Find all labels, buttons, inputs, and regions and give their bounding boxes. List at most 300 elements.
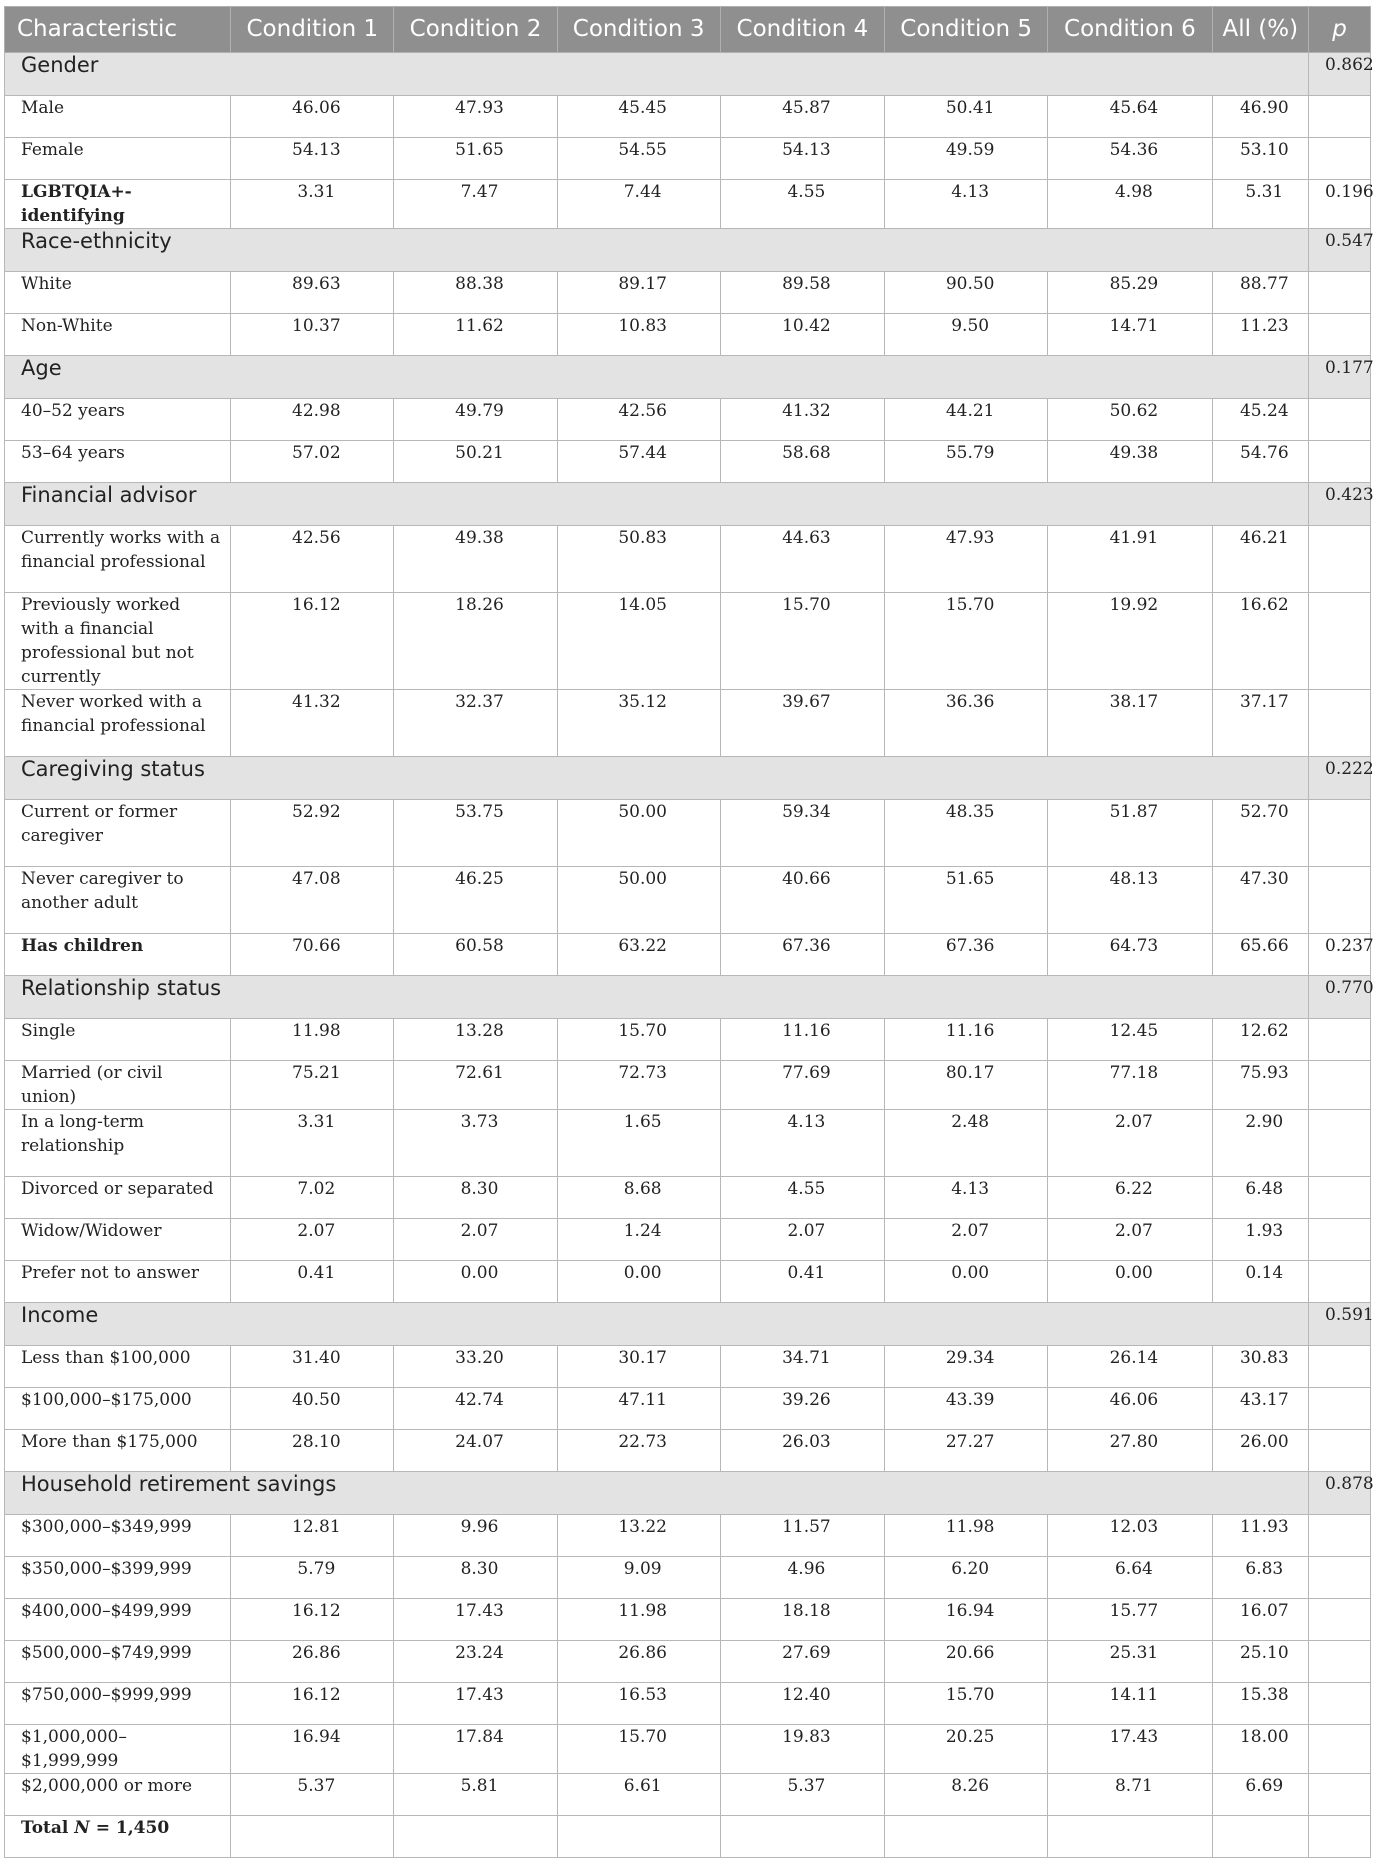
cell-all: 45.24 [1212, 399, 1308, 441]
row-label: Never caregiver to another adult [5, 867, 231, 934]
cell-condition-4: 2.07 [720, 1219, 884, 1261]
cell-condition-6: 12.03 [1048, 1515, 1212, 1557]
cell-p-value [1309, 1774, 1371, 1816]
cell-condition-2: 51.65 [394, 138, 557, 180]
empty-cell [1212, 1816, 1308, 1858]
total-prefix: Total [21, 1818, 75, 1838]
row-label: Has children [5, 934, 231, 976]
cell-condition-3: 11.98 [557, 1599, 720, 1641]
cell-condition-6: 12.45 [1048, 1019, 1212, 1061]
cell-condition-6: 46.06 [1048, 1388, 1212, 1430]
table-row [5, 1430, 1371, 1472]
cell-all: 26.00 [1212, 1430, 1308, 1472]
row-label: Married (or civil union) [5, 1061, 231, 1110]
cell-all: 16.07 [1212, 1599, 1308, 1641]
cell-condition-4: 18.18 [720, 1599, 884, 1641]
cell-condition-4: 15.70 [720, 593, 884, 690]
cell-condition-4: 4.13 [720, 1110, 884, 1177]
cell-condition-3: 50.00 [557, 867, 720, 934]
cell-condition-6: 19.92 [1048, 593, 1212, 690]
cell-condition-5: 67.36 [885, 934, 1048, 976]
cell-p-value [1309, 800, 1371, 867]
cell-condition-5: 36.36 [885, 690, 1048, 757]
table-row [5, 314, 1371, 356]
table-row [5, 1683, 1371, 1725]
cell-condition-5: 29.34 [885, 1346, 1048, 1388]
header-condition-6: Condition 6 [1048, 7, 1212, 53]
cell-all: 46.90 [1212, 96, 1308, 138]
cell-condition-5: 55.79 [885, 441, 1048, 483]
table-row [5, 180, 1371, 229]
section-label: Income [5, 1303, 1309, 1346]
cell-condition-4: 4.55 [720, 180, 884, 229]
cell-p-value [1309, 399, 1371, 441]
cell-p-value [1309, 272, 1371, 314]
cell-condition-1: 3.31 [231, 1110, 394, 1177]
cell-condition-4: 39.67 [720, 690, 884, 757]
cell-condition-3: 9.09 [557, 1557, 720, 1599]
cell-condition-2: 9.96 [394, 1515, 557, 1557]
cell-condition-3: 16.53 [557, 1683, 720, 1725]
table-row [5, 1388, 1371, 1430]
section-p-value: 0.222 [1309, 757, 1371, 800]
cell-p-value [1309, 441, 1371, 483]
cell-condition-6: 48.13 [1048, 867, 1212, 934]
cell-condition-2: 33.20 [394, 1346, 557, 1388]
cell-condition-5: 15.70 [885, 593, 1048, 690]
row-label: $400,000–$499,999 [5, 1599, 231, 1641]
table-row [5, 1641, 1371, 1683]
cell-all: 46.21 [1212, 526, 1308, 593]
row-label: Current or former caregiver [5, 800, 231, 867]
empty-cell [394, 1816, 557, 1858]
cell-condition-1: 26.86 [231, 1641, 394, 1683]
cell-condition-3: 15.70 [557, 1725, 720, 1774]
cell-condition-2: 17.84 [394, 1725, 557, 1774]
row-label: Previously worked with a financial professional but not currently [5, 593, 231, 690]
cell-condition-6: 6.22 [1048, 1177, 1212, 1219]
cell-p-value [1309, 593, 1371, 690]
section-row [5, 757, 1371, 800]
cell-p-value [1309, 1261, 1371, 1303]
cell-condition-2: 0.00 [394, 1261, 557, 1303]
cell-condition-6: 15.77 [1048, 1599, 1212, 1641]
empty-cell [885, 1816, 1048, 1858]
cell-condition-1: 0.41 [231, 1261, 394, 1303]
table-row [5, 1557, 1371, 1599]
total-row [5, 1816, 1371, 1858]
cell-condition-2: 13.28 [394, 1019, 557, 1061]
cell-condition-1: 16.12 [231, 1683, 394, 1725]
cell-all: 37.17 [1212, 690, 1308, 757]
cell-all: 54.76 [1212, 441, 1308, 483]
cell-all: 47.30 [1212, 867, 1308, 934]
table-row [5, 1061, 1371, 1110]
cell-condition-1: 7.02 [231, 1177, 394, 1219]
cell-condition-4: 59.34 [720, 800, 884, 867]
row-label: More than $175,000 [5, 1430, 231, 1472]
table-row [5, 1599, 1371, 1641]
section-p-value: 0.862 [1309, 53, 1371, 96]
cell-all: 11.93 [1212, 1515, 1308, 1557]
cell-condition-5: 2.48 [885, 1110, 1048, 1177]
header-p: p [1309, 7, 1371, 53]
cell-condition-2: 24.07 [394, 1430, 557, 1472]
cell-all: 12.62 [1212, 1019, 1308, 1061]
row-label: $100,000–$175,000 [5, 1388, 231, 1430]
cell-condition-4: 19.83 [720, 1725, 884, 1774]
empty-cell [720, 1816, 884, 1858]
cell-condition-6: 38.17 [1048, 690, 1212, 757]
total-label [5, 1816, 231, 1858]
cell-condition-4: 11.57 [720, 1515, 884, 1557]
cell-p-value [1309, 1430, 1371, 1472]
cell-condition-6: 54.36 [1048, 138, 1212, 180]
cell-p-value [1309, 1110, 1371, 1177]
row-label: $1,000,000–$1,999,999 [5, 1725, 231, 1774]
cell-condition-4: 12.40 [720, 1683, 884, 1725]
row-label: $2,000,000 or more [5, 1774, 231, 1816]
cell-condition-6: 51.87 [1048, 800, 1212, 867]
cell-all: 2.90 [1212, 1110, 1308, 1177]
cell-condition-3: 63.22 [557, 934, 720, 976]
cell-p-value [1309, 1725, 1371, 1774]
section-row [5, 976, 1371, 1019]
section-label: Race-ethnicity [5, 229, 1309, 272]
cell-all: 65.66 [1212, 934, 1308, 976]
row-label: $500,000–$749,999 [5, 1641, 231, 1683]
cell-condition-5: 50.41 [885, 96, 1048, 138]
table-row [5, 272, 1371, 314]
cell-all: 11.23 [1212, 314, 1308, 356]
cell-condition-1: 11.98 [231, 1019, 394, 1061]
cell-condition-5: 80.17 [885, 1061, 1048, 1110]
cell-condition-4: 27.69 [720, 1641, 884, 1683]
cell-p-value: 0.237 [1309, 934, 1371, 976]
header-characteristic: Characteristic [5, 7, 231, 53]
cell-condition-6: 8.71 [1048, 1774, 1212, 1816]
empty-cell [1309, 1816, 1371, 1858]
cell-condition-6: 6.64 [1048, 1557, 1212, 1599]
cell-condition-6: 4.98 [1048, 180, 1212, 229]
cell-condition-3: 22.73 [557, 1430, 720, 1472]
cell-condition-4: 77.69 [720, 1061, 884, 1110]
cell-condition-1: 5.37 [231, 1774, 394, 1816]
section-row [5, 356, 1371, 399]
cell-condition-4: 67.36 [720, 934, 884, 976]
section-p-value: 0.547 [1309, 229, 1371, 272]
table-row [5, 1110, 1371, 1177]
cell-condition-2: 11.62 [394, 314, 557, 356]
cell-condition-3: 89.17 [557, 272, 720, 314]
cell-condition-2: 72.61 [394, 1061, 557, 1110]
cell-all: 53.10 [1212, 138, 1308, 180]
cell-condition-4: 39.26 [720, 1388, 884, 1430]
cell-p-value: 0.196 [1309, 180, 1371, 229]
cell-condition-1: 57.02 [231, 441, 394, 483]
cell-condition-6: 49.38 [1048, 441, 1212, 483]
header-condition-3: Condition 3 [557, 7, 720, 53]
row-label: Currently works with a financial professional [5, 526, 231, 593]
section-p-value: 0.423 [1309, 483, 1371, 526]
cell-condition-1: 52.92 [231, 800, 394, 867]
cell-condition-6: 17.43 [1048, 1725, 1212, 1774]
section-row [5, 229, 1371, 272]
cell-condition-5: 15.70 [885, 1683, 1048, 1725]
cell-condition-3: 26.86 [557, 1641, 720, 1683]
cell-condition-2: 23.24 [394, 1641, 557, 1683]
cell-condition-4: 58.68 [720, 441, 884, 483]
row-label: Male [5, 96, 231, 138]
cell-condition-1: 10.37 [231, 314, 394, 356]
cell-condition-1: 42.98 [231, 399, 394, 441]
section-label: Household retirement savings [5, 1472, 1309, 1515]
section-label: Age [5, 356, 1309, 399]
cell-condition-2: 8.30 [394, 1177, 557, 1219]
cell-condition-2: 17.43 [394, 1599, 557, 1641]
cell-condition-3: 13.22 [557, 1515, 720, 1557]
cell-condition-3: 47.11 [557, 1388, 720, 1430]
cell-condition-3: 15.70 [557, 1019, 720, 1061]
cell-condition-4: 54.13 [720, 138, 884, 180]
cell-p-value [1309, 1557, 1371, 1599]
cell-condition-3: 54.55 [557, 138, 720, 180]
cell-condition-5: 90.50 [885, 272, 1048, 314]
cell-condition-2: 47.93 [394, 96, 557, 138]
table-row [5, 1346, 1371, 1388]
table-row [5, 1261, 1371, 1303]
cell-condition-1: 16.12 [231, 593, 394, 690]
cell-condition-2: 18.26 [394, 593, 557, 690]
cell-condition-6: 2.07 [1048, 1219, 1212, 1261]
cell-condition-6: 77.18 [1048, 1061, 1212, 1110]
cell-condition-6: 85.29 [1048, 272, 1212, 314]
cell-condition-5: 8.26 [885, 1774, 1048, 1816]
section-label: Financial advisor [5, 483, 1309, 526]
cell-condition-6: 25.31 [1048, 1641, 1212, 1683]
cell-p-value [1309, 1641, 1371, 1683]
row-label: White [5, 272, 231, 314]
cell-p-value [1309, 1683, 1371, 1725]
cell-condition-6: 2.07 [1048, 1110, 1212, 1177]
cell-condition-2: 88.38 [394, 272, 557, 314]
header-row [5, 7, 1371, 53]
table-row [5, 96, 1371, 138]
cell-condition-3: 45.45 [557, 96, 720, 138]
cell-all: 1.93 [1212, 1219, 1308, 1261]
cell-condition-4: 44.63 [720, 526, 884, 593]
row-label: 40–52 years [5, 399, 231, 441]
table-row [5, 138, 1371, 180]
table-row [5, 1725, 1371, 1774]
cell-all: 88.77 [1212, 272, 1308, 314]
cell-condition-1: 12.81 [231, 1515, 394, 1557]
section-row [5, 1303, 1371, 1346]
cell-condition-4: 10.42 [720, 314, 884, 356]
cell-condition-5: 47.93 [885, 526, 1048, 593]
cell-condition-6: 0.00 [1048, 1261, 1212, 1303]
cell-all: 43.17 [1212, 1388, 1308, 1430]
cell-condition-1: 16.12 [231, 1599, 394, 1641]
header-condition-4: Condition 4 [720, 7, 884, 53]
cell-condition-2: 42.74 [394, 1388, 557, 1430]
cell-condition-2: 17.43 [394, 1683, 557, 1725]
total-n-symbol: N [74, 1818, 90, 1838]
cell-p-value [1309, 1019, 1371, 1061]
cell-condition-5: 2.07 [885, 1219, 1048, 1261]
cell-condition-5: 4.13 [885, 1177, 1048, 1219]
cell-condition-2: 7.47 [394, 180, 557, 229]
cell-p-value [1309, 314, 1371, 356]
cell-condition-1: 89.63 [231, 272, 394, 314]
cell-condition-5: 0.00 [885, 1261, 1048, 1303]
cell-condition-5: 11.98 [885, 1515, 1048, 1557]
cell-condition-4: 45.87 [720, 96, 884, 138]
row-label: In a long-term relationship [5, 1110, 231, 1177]
table-row [5, 1774, 1371, 1816]
table-row [5, 526, 1371, 593]
row-label: $300,000–$349,999 [5, 1515, 231, 1557]
cell-condition-1: 3.31 [231, 180, 394, 229]
cell-p-value [1309, 867, 1371, 934]
cell-condition-3: 1.24 [557, 1219, 720, 1261]
cell-condition-4: 5.37 [720, 1774, 884, 1816]
cell-all: 75.93 [1212, 1061, 1308, 1110]
cell-condition-3: 35.12 [557, 690, 720, 757]
cell-condition-1: 41.32 [231, 690, 394, 757]
cell-condition-2: 3.73 [394, 1110, 557, 1177]
cell-condition-1: 2.07 [231, 1219, 394, 1261]
cell-p-value [1309, 1177, 1371, 1219]
table-row [5, 1219, 1371, 1261]
cell-all: 5.31 [1212, 180, 1308, 229]
cell-condition-5: 20.66 [885, 1641, 1048, 1683]
table-row [5, 690, 1371, 757]
table-row [5, 441, 1371, 483]
cell-p-value [1309, 1388, 1371, 1430]
empty-cell [557, 1816, 720, 1858]
cell-condition-4: 4.55 [720, 1177, 884, 1219]
cell-condition-3: 7.44 [557, 180, 720, 229]
cell-p-value [1309, 96, 1371, 138]
row-label: $750,000–$999,999 [5, 1683, 231, 1725]
table-row [5, 1515, 1371, 1557]
cell-p-value [1309, 1219, 1371, 1261]
cell-condition-5: 43.39 [885, 1388, 1048, 1430]
cell-condition-1: 31.40 [231, 1346, 394, 1388]
cell-condition-6: 45.64 [1048, 96, 1212, 138]
cell-all: 15.38 [1212, 1683, 1308, 1725]
header-condition-5: Condition 5 [885, 7, 1048, 53]
cell-condition-1: 5.79 [231, 1557, 394, 1599]
row-label: Prefer not to answer [5, 1261, 231, 1303]
row-label: Divorced or separated [5, 1177, 231, 1219]
cell-p-value [1309, 1346, 1371, 1388]
cell-condition-2: 60.58 [394, 934, 557, 976]
cell-condition-5: 9.50 [885, 314, 1048, 356]
cell-condition-5: 20.25 [885, 1725, 1048, 1774]
cell-condition-4: 89.58 [720, 272, 884, 314]
cell-all: 6.69 [1212, 1774, 1308, 1816]
cell-condition-3: 50.83 [557, 526, 720, 593]
header-all: All (%) [1212, 7, 1308, 53]
section-label: Caregiving status [5, 757, 1309, 800]
cell-condition-5: 51.65 [885, 867, 1048, 934]
cell-condition-2: 53.75 [394, 800, 557, 867]
cell-p-value [1309, 690, 1371, 757]
cell-condition-1: 75.21 [231, 1061, 394, 1110]
section-row [5, 483, 1371, 526]
cell-condition-6: 27.80 [1048, 1430, 1212, 1472]
cell-condition-5: 4.13 [885, 180, 1048, 229]
cell-condition-3: 10.83 [557, 314, 720, 356]
row-label: Non-White [5, 314, 231, 356]
cell-condition-2: 5.81 [394, 1774, 557, 1816]
cell-condition-6: 26.14 [1048, 1346, 1212, 1388]
cell-condition-5: 6.20 [885, 1557, 1048, 1599]
cell-all: 16.62 [1212, 593, 1308, 690]
cell-condition-5: 49.59 [885, 138, 1048, 180]
cell-condition-2: 46.25 [394, 867, 557, 934]
cell-condition-2: 49.38 [394, 526, 557, 593]
cell-condition-1: 46.06 [231, 96, 394, 138]
cell-condition-4: 11.16 [720, 1019, 884, 1061]
section-label: Gender [5, 53, 1309, 96]
row-label: $350,000–$399,999 [5, 1557, 231, 1599]
row-label: Widow/Widower [5, 1219, 231, 1261]
row-label: Single [5, 1019, 231, 1061]
table-row [5, 593, 1371, 690]
cell-condition-3: 14.05 [557, 593, 720, 690]
cell-condition-4: 26.03 [720, 1430, 884, 1472]
table-header [5, 7, 1371, 53]
cell-condition-4: 41.32 [720, 399, 884, 441]
cell-condition-1: 47.08 [231, 867, 394, 934]
cell-all: 6.48 [1212, 1177, 1308, 1219]
section-p-value: 0.591 [1309, 1303, 1371, 1346]
cell-condition-2: 32.37 [394, 690, 557, 757]
cell-p-value [1309, 1061, 1371, 1110]
section-row [5, 1472, 1371, 1515]
cell-condition-6: 14.11 [1048, 1683, 1212, 1725]
table-row [5, 1177, 1371, 1219]
table-row [5, 867, 1371, 934]
section-p-value: 0.770 [1309, 976, 1371, 1019]
section-p-value: 0.177 [1309, 356, 1371, 399]
header-condition-2: Condition 2 [394, 7, 557, 53]
section-row [5, 53, 1371, 96]
row-label: Female [5, 138, 231, 180]
cell-condition-2: 49.79 [394, 399, 557, 441]
cell-condition-1: 70.66 [231, 934, 394, 976]
cell-condition-4: 4.96 [720, 1557, 884, 1599]
table-body [5, 53, 1374, 1858]
row-label: 53–64 years [5, 441, 231, 483]
cell-condition-2: 8.30 [394, 1557, 557, 1599]
cell-condition-1: 16.94 [231, 1725, 394, 1774]
row-label: Less than $100,000 [5, 1346, 231, 1388]
cell-all: 52.70 [1212, 800, 1308, 867]
section-p-value: 0.878 [1309, 1472, 1371, 1515]
cell-condition-3: 57.44 [557, 441, 720, 483]
section-label: Relationship status [5, 976, 1309, 1019]
demographics-table [4, 6, 1374, 1858]
table-row [5, 1019, 1371, 1061]
cell-all: 6.83 [1212, 1557, 1308, 1599]
cell-all: 25.10 [1212, 1641, 1308, 1683]
empty-cell [231, 1816, 394, 1858]
cell-condition-3: 50.00 [557, 800, 720, 867]
